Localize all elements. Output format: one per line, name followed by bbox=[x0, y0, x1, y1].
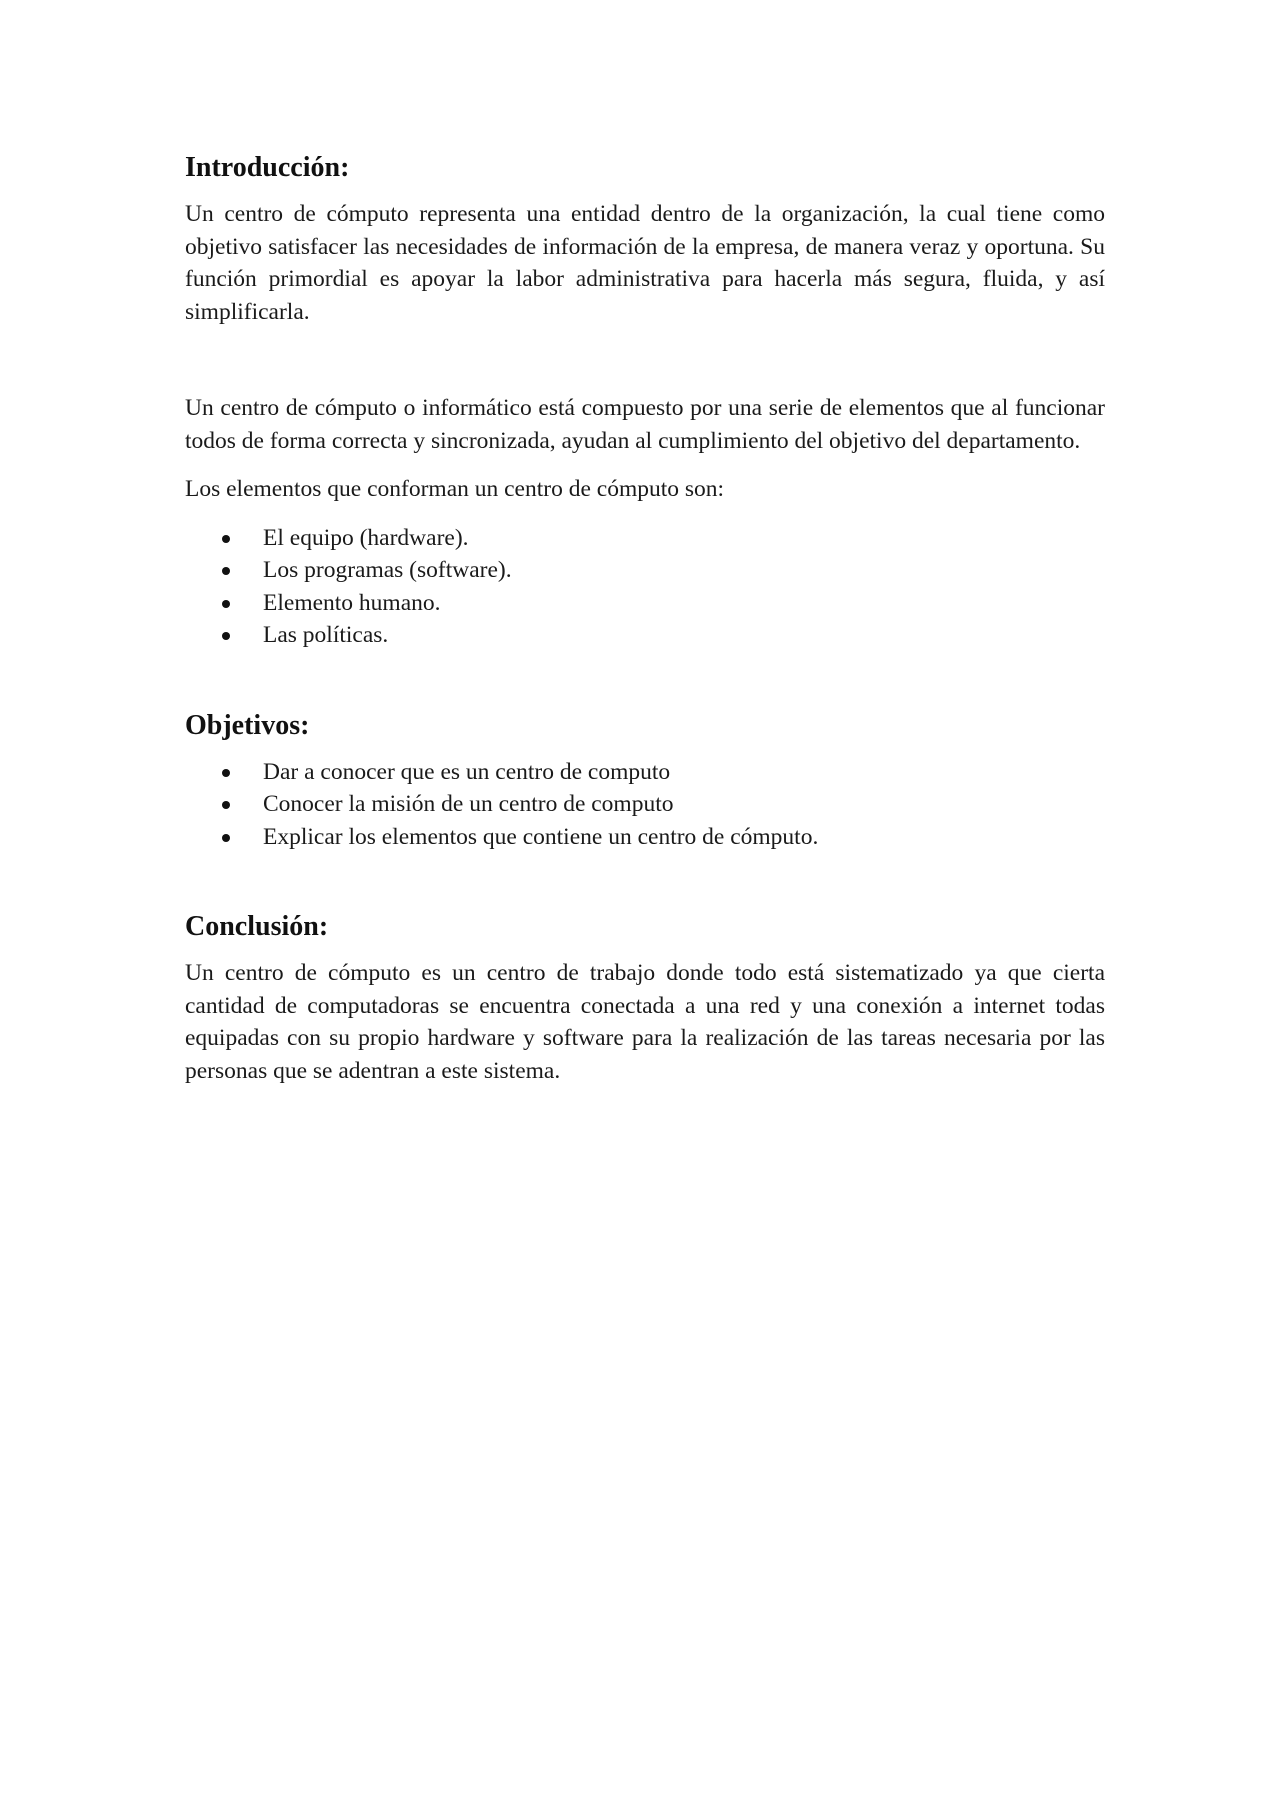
spacer bbox=[185, 328, 1105, 392]
intro-paragraph-2: Un centro de cómputo o informático está compuesto por una serie de elementos que al funcionar todos de forma correcta y sincronizada, ayudan al cumplimiento del objetivo del departamento. bbox=[185, 395, 1105, 454]
spacer bbox=[185, 506, 1105, 522]
list-item: Elemento humano. bbox=[185, 587, 1105, 620]
list-item: Conocer la misión de un centro de computo bbox=[185, 788, 1105, 821]
list-item: Dar a conocer que es un centro de computo bbox=[185, 756, 1105, 789]
list-item: Explicar los elementos que contiene un centro de cómputo. bbox=[185, 821, 1105, 854]
bullet-icon bbox=[222, 834, 230, 842]
document-page bbox=[185, 150, 1105, 1087]
objetivos-list bbox=[185, 756, 1105, 854]
intro-paragraph-3: Los elementos que conforman un centro de cómputo son: bbox=[185, 476, 725, 502]
bullet-icon bbox=[222, 769, 230, 777]
heading-introduccion: Introducción: bbox=[185, 152, 350, 183]
bullet-icon bbox=[222, 632, 230, 640]
bullet-icon bbox=[222, 567, 230, 575]
list-item: El equipo (hardware). bbox=[185, 522, 1105, 555]
bullet-icon bbox=[222, 600, 230, 608]
spacer bbox=[185, 457, 1105, 473]
spacer bbox=[185, 652, 1105, 708]
list-item: Los programas (software). bbox=[185, 554, 1105, 587]
intro-paragraph-1: Un centro de cómputo representa una entidad dentro de la organización, la cual tiene como objetivo satisfacer las necesidades de información de la empresa, de manera veraz y oportuna. Su función primordial es apoyar la labor administrativa para hacerla más segura, fluida, y así simplificarla. bbox=[185, 201, 1105, 325]
bullet-icon bbox=[222, 801, 230, 809]
heading-conclusion: Conclusión: bbox=[185, 911, 329, 942]
heading-objetivos: Objetivos: bbox=[185, 709, 310, 741]
conclusion-paragraph: Un centro de cómputo es un centro de trabajo donde todo está sistematizado ya que cierta cantidad de computadoras se encuentra conectada a una red y una conexión a internet todas equipadas con su propio hardware y software para la realización de las tareas necesaria por las personas que se adentran a este sistema. bbox=[185, 960, 1105, 1084]
spacer bbox=[185, 853, 1105, 909]
elements-list bbox=[185, 522, 1105, 652]
bullet-icon bbox=[222, 535, 230, 543]
list-item: Las políticas. bbox=[185, 619, 1105, 652]
